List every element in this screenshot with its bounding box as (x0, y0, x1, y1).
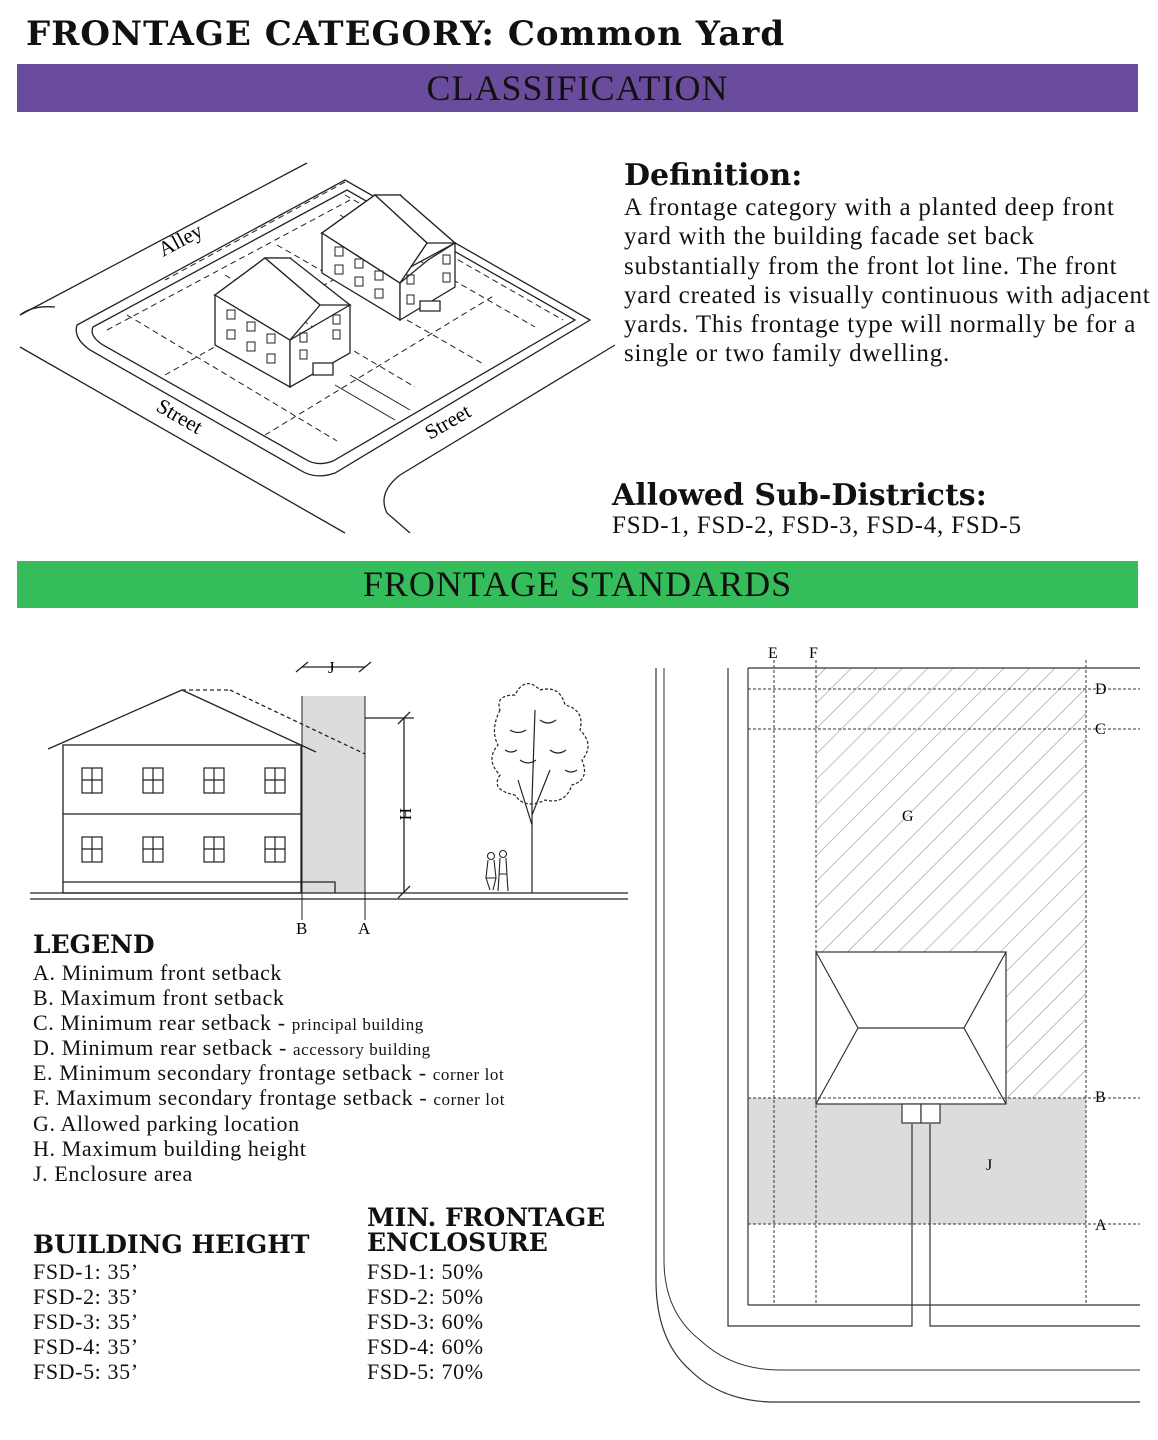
building-height-title: BUILDING HEIGHT (33, 1230, 310, 1259)
plan-label-b: B (1095, 1089, 1106, 1106)
plan-label-g: G (902, 808, 914, 825)
min-frontage-title-line1: MIN. FRONTAGE (367, 1203, 606, 1232)
classification-banner: CLASSIFICATION (17, 64, 1138, 112)
legend-title: LEGEND (33, 930, 155, 959)
building-height-item: FSD-4: 35’ (33, 1334, 139, 1359)
legend-item: H. Maximum building height (33, 1135, 307, 1161)
allowed-subdistricts-heading: Allowed Sub-Districts: (612, 478, 987, 513)
plan-label-d: D (1095, 681, 1107, 698)
alley-label: Alley (154, 218, 207, 262)
axonometric-diagram (15, 155, 625, 540)
plan-label-f: F (809, 645, 818, 662)
page-title: FRONTAGE CATEGORY: Common Yard (26, 14, 786, 54)
street-left-label: Street (152, 393, 207, 439)
section-label-h: H (396, 808, 415, 821)
section-diagram (20, 650, 635, 940)
plan-label-c: C (1095, 721, 1106, 738)
enclosure-item: FSD-2: 50% (367, 1284, 484, 1309)
street-right-label: Street (420, 399, 475, 445)
pedestrians-illustration (486, 851, 508, 892)
legend-item: B. Maximum front setback (33, 985, 285, 1011)
legend-item: E. Minimum secondary frontage setback - corner lot (33, 1060, 505, 1086)
building-height-list (33, 1259, 139, 1384)
plan-diagram (650, 640, 1150, 1415)
plan-label-j: J (986, 1157, 993, 1174)
legend-item: D. Minimum rear setback - accessory building (33, 1035, 431, 1061)
plan-label-a: A (1095, 1217, 1107, 1234)
legend-item: A. Minimum front setback (33, 960, 283, 985)
frontage-standards-banner: FRONTAGE STANDARDS (17, 561, 1138, 608)
enclosure-item: FSD-1: 50% (367, 1259, 484, 1284)
plan-label-e: E (768, 645, 778, 662)
section-label-b: B (296, 919, 308, 938)
min-frontage-title-line2: ENCLOSURE (367, 1228, 548, 1257)
section-label-j: J (328, 658, 335, 677)
legend-item: F. Maximum secondary frontage setback - corner lot (33, 1085, 506, 1111)
building-height-item: FSD-1: 35’ (33, 1259, 139, 1284)
enclosure-item: FSD-4: 60% (367, 1334, 484, 1359)
building-height-item: FSD-5: 35’ (33, 1359, 139, 1384)
definition-text: A frontage category with a planted deep front yard with the building facade set back substantially from the front lot line. The front yard created is visually continuous with adjacent yards. This frontage type will normally be for a single or two family dwelling. (624, 194, 1151, 368)
min-frontage-enclosure-list (367, 1259, 484, 1384)
section-label-a: A (358, 919, 371, 938)
definition-heading: Definition: (624, 158, 803, 193)
legend-item: J. Enclosure area (33, 1160, 193, 1186)
legend-item: G. Allowed parking location (33, 1110, 300, 1136)
legend-item: C. Minimum rear setback - principal building (33, 1010, 424, 1036)
legend-list (33, 960, 505, 1186)
enclosure-item: FSD-3: 60% (367, 1309, 484, 1334)
enclosure-item: FSD-5: 70% (367, 1359, 484, 1384)
building-height-item: FSD-3: 35’ (33, 1309, 139, 1334)
allowed-subdistricts-list: FSD-1, FSD-2, FSD-3, FSD-4, FSD-5 (612, 512, 1022, 539)
min-frontage-enclosure-title (367, 1205, 605, 1255)
building-height-item: FSD-2: 35’ (33, 1284, 139, 1309)
